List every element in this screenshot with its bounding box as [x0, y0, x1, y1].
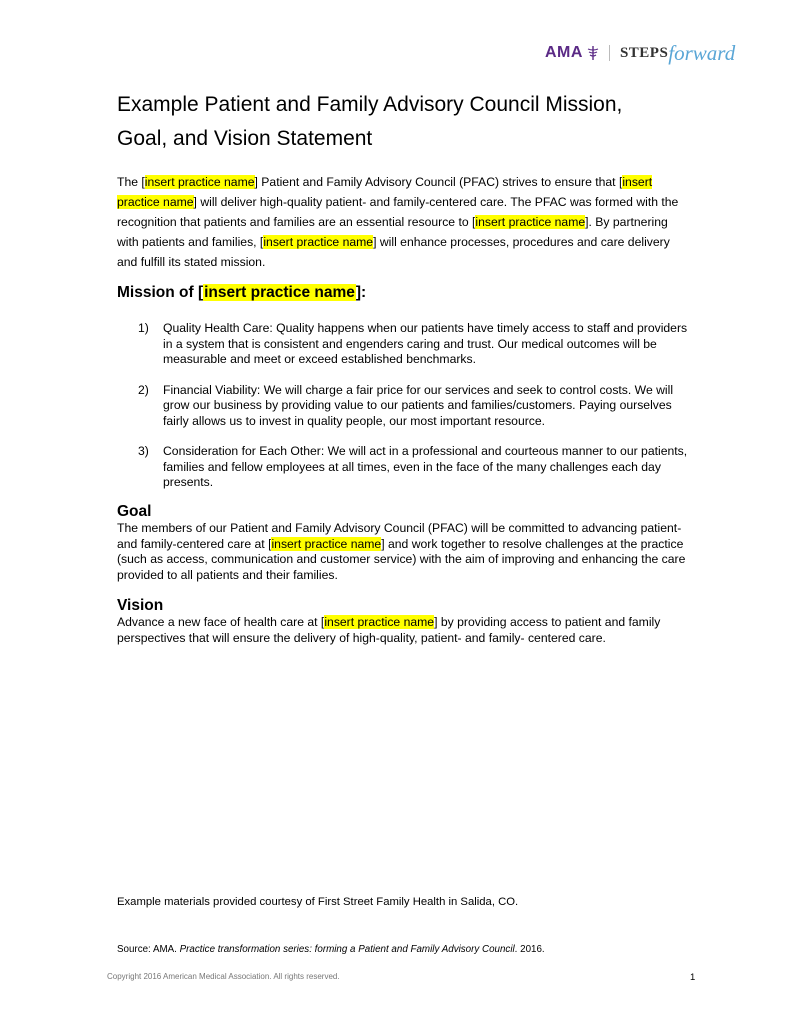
steps-logo-text: STEPS: [619, 44, 669, 61]
placeholder-highlight: insert practice name: [144, 175, 255, 189]
copyright-notice: Copyright 2016 American Medical Association. All rights reserved.: [107, 972, 340, 981]
source-citation: Source: AMA. Practice transformation series: forming a Patient and Family Advisory Council. 2016.: [117, 944, 545, 955]
vision-heading: Vision: [117, 597, 164, 614]
ama-logo-text: AMA: [545, 44, 583, 61]
mission-item: 2) Financial Viability: We will charge a fair price for our services and seek to control costs. We will grow our business by providing value to our patients and families/customers. Paying ourselves fairly allows us to invest in quality people, our most important resource.: [138, 382, 674, 428]
mission-heading: Mission of [insert practice name]:: [117, 284, 367, 301]
page-number: 1: [690, 972, 696, 983]
logo-divider: [609, 45, 610, 61]
courtesy-note: Example materials provided courtesy of First Street Family Health in Salida, CO.: [117, 896, 519, 908]
placeholder-highlight: insert practice name: [117, 175, 653, 209]
placeholder-highlight: insert practice name: [475, 215, 586, 229]
caduceus-icon: [585, 45, 601, 61]
goal-heading: Goal: [117, 503, 152, 520]
ama-steps-forward-logo: [545, 40, 735, 66]
placeholder-highlight: insert practice name: [263, 235, 374, 249]
mission-item: 1) Quality Health Care: Quality happens when our patients have timely access to staff and providers in a system that is consistent and engenders caring and trust. Our medical outcomes will be measurable and meet or exceed established benchmarks.: [138, 321, 688, 366]
mission-list: [138, 321, 688, 506]
goal-paragraph: The members of our Patient and Family Advisory Council (PFAC) will be committed to advancing patient- and family-centered care at [insert practice name] and work together to resolve challenges at the practice (such as access, communication and customer service) with the aim of improving and enhancing the care provided to all patients and their families.: [117, 521, 686, 582]
document-title: Example Patient and Family Advisory Council Mission, Goal, and Vision Statement: [117, 93, 623, 150]
vision-paragraph: Advance a new face of health care at [insert practice name] by providing access to patient and family perspectives that will ensure the delivery of high-quality, patient- and family- centered care.: [117, 615, 661, 645]
placeholder-highlight: insert practice name: [271, 536, 382, 551]
placeholder-highlight: insert practice name: [324, 615, 435, 629]
forward-logo-text: forward: [668, 40, 736, 65]
placeholder-highlight: insert practice name: [204, 284, 355, 301]
mission-item: 3) Consideration for Each Other: We will act in a professional and courteous manner to our patients, families and fellow employees at all times, even in the face of the many challenges each day presents.: [138, 444, 688, 489]
intro-paragraph: The [insert practice name] Patient and Family Advisory Council (PFAC) strives to ensure that [insert practice name] will deliver high-quality patient- and family-centered care. The PFAC was formed with the recognition that patients and families are an essential resource to [insert practice name]. By partnering with patients and families, [insert practice name] will enhance processes, procedures and care delivery and fulfill its stated mission.: [117, 175, 679, 269]
